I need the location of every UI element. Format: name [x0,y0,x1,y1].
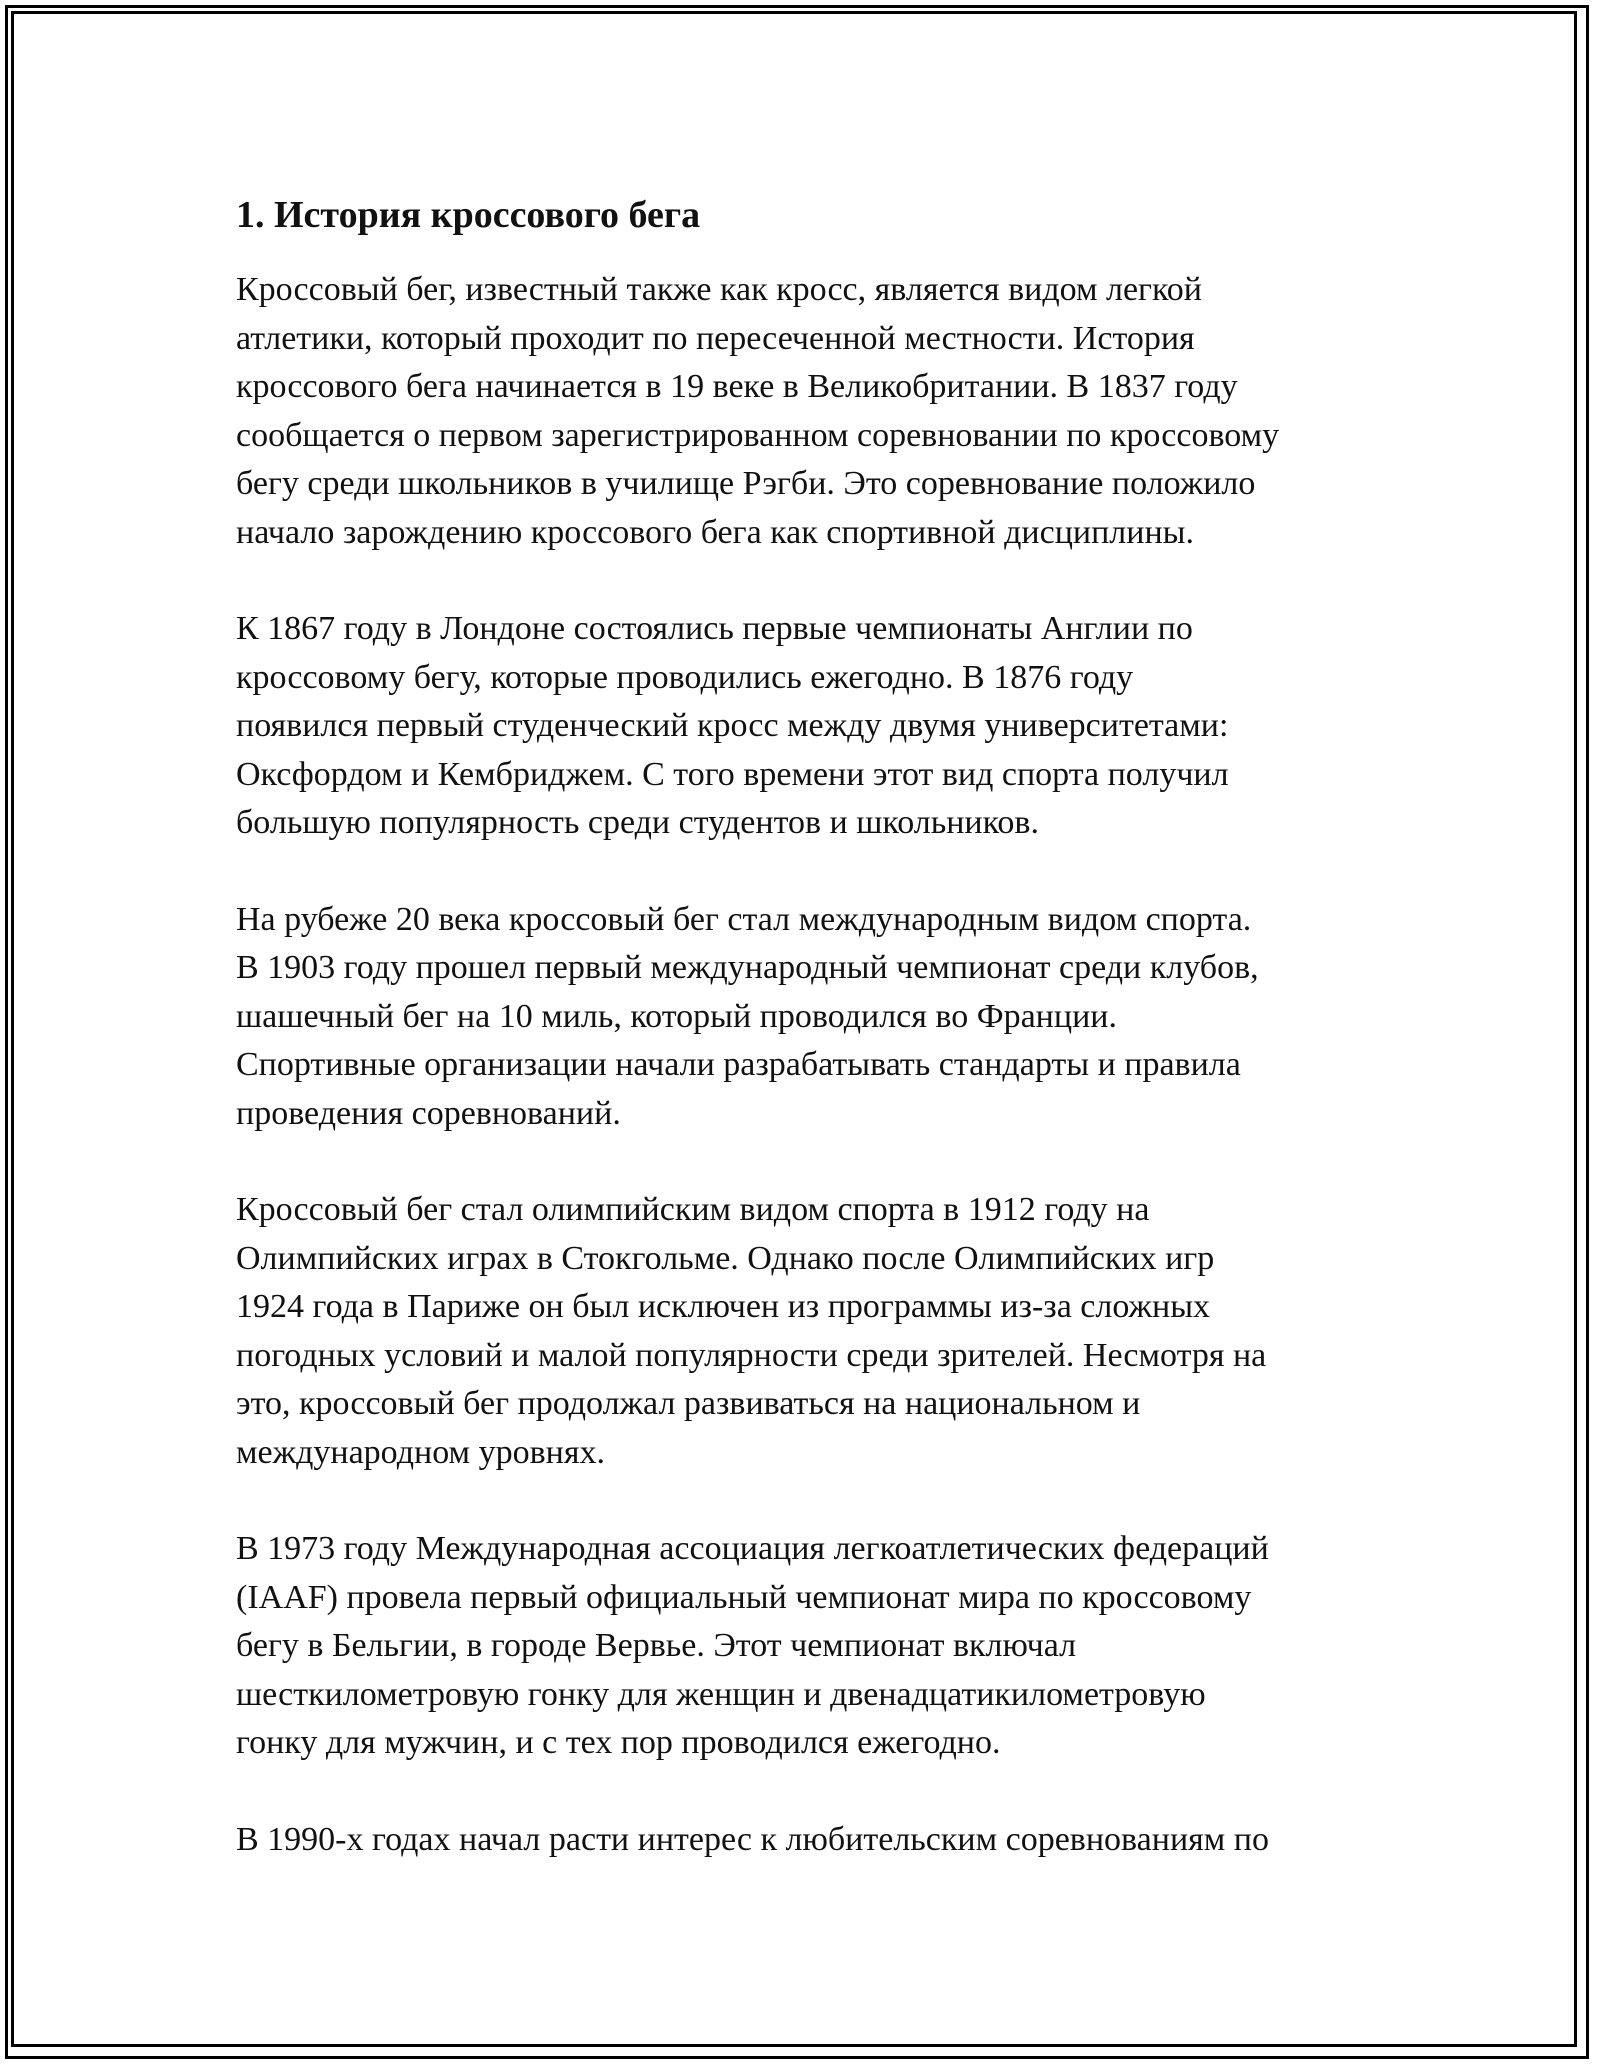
paragraph-1 [236,266,1386,557]
section-title: 1. История кроссового бега [236,194,701,236]
text-line: кроссового бега начинается в 19 веке в Великобритании. В 1837 году [236,368,1238,405]
text-line: появился первый студенческий кросс между двумя университетами: [236,707,1229,744]
text-line: В 1973 году Международная ассоциация легкоатлетических федераций [236,1530,1269,1567]
text-line: бегу в Бельгии, в городе Вервье. Этот чемпионат включал [236,1627,1077,1664]
paragraph-2 [236,605,1386,848]
text-line: проведения соревнований. [236,1094,621,1132]
text-line: К 1867 году в Лондоне состоялись первые чемпионаты Англии по [236,610,1193,647]
document-body [236,186,1386,1912]
text-line: сообщается о первом зарегистрированном соревновании по кроссовому [236,416,1280,454]
text-line: 1924 года в Париже он был исключен из программы из-за сложных [236,1288,1211,1325]
paragraph-4 [236,1186,1386,1477]
text-line: начало зарождению кроссового бега как спортивной дисциплины. [236,513,1194,551]
text-line: бегу среди школьников в училище Рэгби. Это соревнование положило [236,465,1256,502]
text-line: это, кроссовый бег продолжал развиваться на национальном и [236,1385,1141,1422]
text-line: Оксфордом и Кембриджем. С того времени этот вид спорта получил [236,755,1229,793]
text-line: (IAAF) провела первый официальный чемпионат мира по кроссовому [236,1578,1252,1616]
text-line: международном уровнях. [236,1433,605,1471]
text-line: погодных условий и малой популярности среди зрителей. Несмотря на [236,1336,1267,1374]
text-line: В 1903 году прошел первый международный чемпионат среди клубов, [236,949,1259,986]
text-line: Кроссовый бег стал олимпийским видом спорта в 1912 году на [236,1191,1150,1228]
text-line: большую популярность среди студентов и школьников. [236,804,1039,841]
paragraph-6 [236,1816,1386,1865]
text-line: атлетики, который проходит по пересеченной местности. История [236,319,1195,357]
paragraph-3 [236,896,1386,1139]
text-line: Спортивные организации начали разрабатывать стандарты и правила [236,1046,1241,1083]
text-line: шашечный бег на 10 миль, который проводился во Франции. [236,997,1117,1035]
text-line: На рубеже 20 века кроссовый бег стал международным видом спорта. [236,900,1252,938]
text-line: Кроссовый бег, известный также как кросс, является видом легкой [236,271,1202,308]
text-line: гонку для мужчин, и с тех пор проводился ежегодно. [236,1724,1001,1761]
text-line: шесткилометровую гонку для женщин и двенадцатикилометровую [236,1675,1206,1713]
text-line: Олимпийских играх в Стокгольме. Однако после Олимпийских игр [236,1239,1215,1277]
text-line: кроссовому бегу, которые проводились ежегодно. В 1876 году [236,658,1134,696]
paragraph-5 [236,1525,1386,1768]
text-line: В 1990-х годах начал расти интерес к любительским соревнованиям по [236,1820,1269,1858]
